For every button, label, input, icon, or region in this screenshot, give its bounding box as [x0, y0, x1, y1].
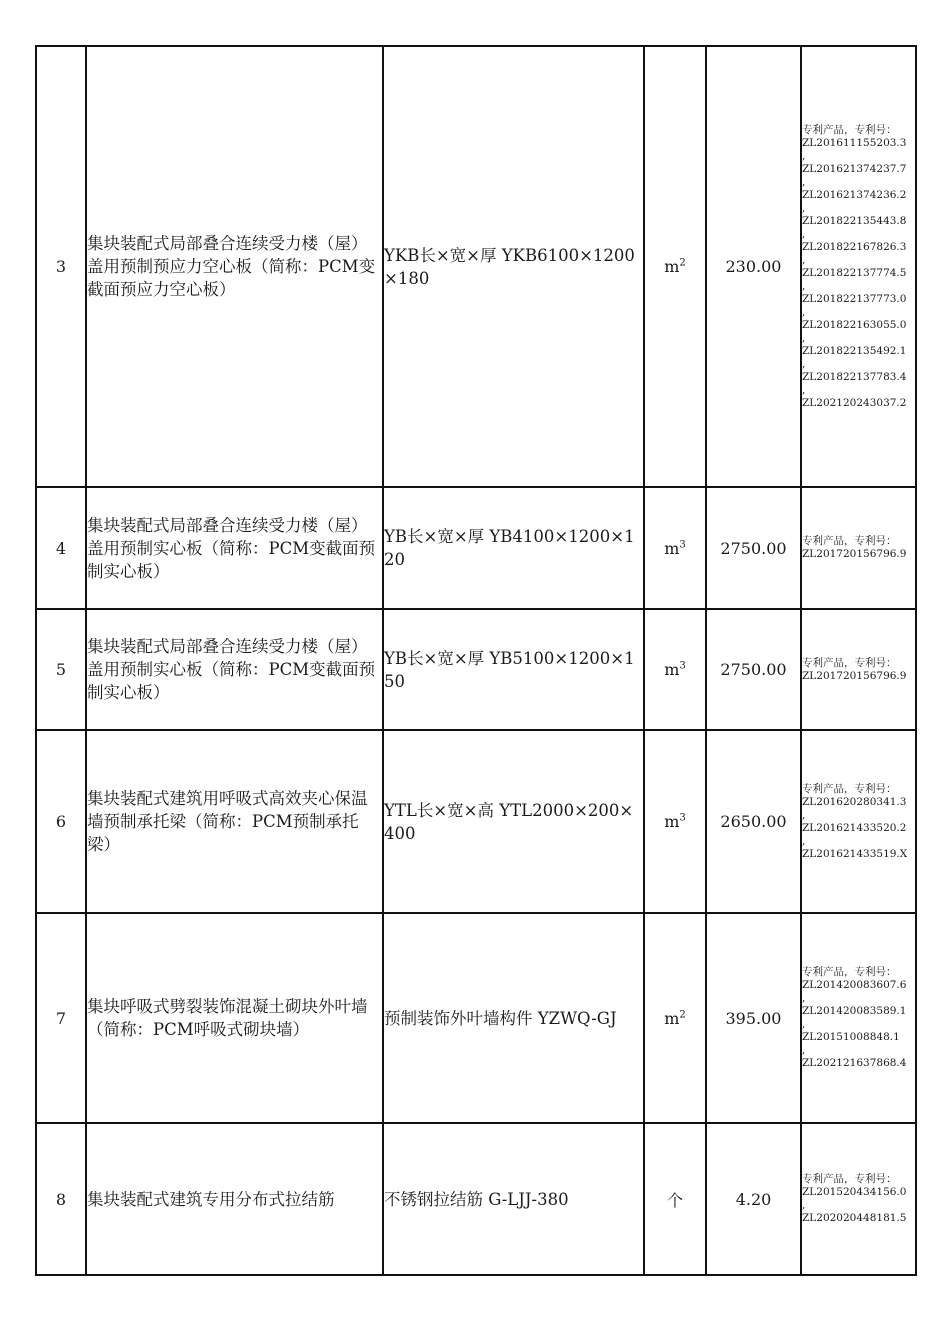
patent-note-line: 专利产品，专利号：: [802, 782, 897, 795]
patent-note-line: ,: [802, 201, 806, 214]
patent-note-line: ,: [802, 227, 806, 240]
price-table: [35, 45, 917, 1276]
unit-base: m: [664, 538, 680, 558]
patent-note-line: ZL201822135492.1: [802, 344, 907, 357]
patent-note-line: 专利产品，专利号：: [802, 1173, 897, 1185]
patent-note-line: ZL201720156796.9: [802, 669, 907, 682]
patent-note-line: ZL201620280341.3: [802, 795, 907, 808]
patent-note-line: ,: [802, 1044, 806, 1056]
unit-base: m: [664, 257, 680, 276]
unit-base: m: [664, 812, 680, 831]
patent-note: [801, 487, 916, 609]
unit-price: 2750.00: [706, 487, 801, 609]
unit-exponent: 3: [679, 812, 686, 824]
patent-note-line: 专利产品，专利号：: [802, 123, 897, 136]
table-row: [36, 487, 916, 609]
patent-note-line: ZL201822163055.0: [802, 318, 907, 331]
unit: [644, 609, 706, 730]
patent-note-line: 专利产品，专利号：: [802, 535, 897, 547]
unit: [644, 913, 706, 1123]
patent-note-line: ZL202120243037.2: [802, 396, 907, 409]
unit-base: m: [664, 1008, 680, 1028]
patent-note-line: ,: [802, 1018, 806, 1030]
product-spec: YB长×宽×厚 YB5100×1200×150: [383, 609, 644, 730]
row-number: 3: [36, 46, 86, 487]
patent-note: [801, 730, 916, 913]
patent-note: [801, 46, 916, 487]
row-number: 5: [36, 609, 86, 730]
patent-note-line: ZL201822135443.8: [802, 214, 907, 227]
product-spec: 预制装饰外叶墙构件 YZWQ-GJ: [383, 913, 644, 1123]
table-row: [36, 1123, 916, 1275]
patent-note-line: ,: [802, 149, 806, 162]
row-number: 8: [36, 1123, 86, 1275]
patent-note-line: 专利产品，专利号：: [802, 966, 897, 978]
product-spec: YKB长×宽×厚 YKB6100×1200×180: [383, 46, 644, 487]
unit: [644, 487, 706, 609]
patent-note-line: ZL201822167826.3: [802, 240, 907, 253]
unit: [644, 46, 706, 487]
patent-note-line: ,: [802, 992, 806, 1004]
table-row: [36, 609, 916, 730]
patent-note-line: ZL201822137773.0: [802, 292, 907, 305]
unit-exponent: 2: [679, 1009, 686, 1021]
patent-note-line: ZL202020448181.5: [802, 1212, 907, 1224]
unit-price: 4.20: [706, 1123, 801, 1275]
row-number: 7: [36, 913, 86, 1123]
patent-note: [801, 1123, 916, 1275]
row-number: 6: [36, 730, 86, 913]
unit-price: 2650.00: [706, 730, 801, 913]
product-name: 集块装配式建筑专用分布式拉结筋: [86, 1123, 383, 1275]
unit-price: 2750.00: [706, 609, 801, 730]
patent-note-line: ,: [802, 1199, 806, 1211]
patent-note-line: ,: [802, 175, 806, 188]
patent-note-line: ,: [802, 383, 806, 396]
patent-note-line: ZL201621433519.X: [802, 847, 908, 860]
patent-note-line: ,: [802, 305, 806, 318]
patent-note-line: 专利产品，专利号：: [802, 656, 897, 669]
patent-note-line: ,: [802, 253, 806, 266]
patent-note-line: ZL201621374237.7: [802, 162, 907, 175]
patent-note-line: ,: [802, 808, 806, 821]
patent-note-line: ,: [802, 834, 806, 847]
product-spec: YB长×宽×厚 YB4100×1200×120: [383, 487, 644, 609]
row-number: 4: [36, 487, 86, 609]
product-name: 集块装配式局部叠合连续受力楼（屋）盖用预制预应力空心板（简称：PCM变截面预应力空心板）: [86, 46, 383, 487]
patent-note-line: ZL201621374236.2: [802, 188, 907, 201]
unit: [644, 730, 706, 913]
product-name: 集块装配式局部叠合连续受力楼（屋）盖用预制实心板（简称：PCM变截面预制实心板）: [86, 609, 383, 730]
product-spec: 不锈钢拉结筋 G-LJJ-380: [383, 1123, 644, 1275]
patent-note-line: ZL201720156796.9: [802, 548, 907, 560]
patent-note-line: ZL201520434156.0: [802, 1186, 907, 1198]
table-row: [36, 46, 916, 487]
unit-price: 230.00: [706, 46, 801, 487]
unit-base: 个: [666, 1190, 683, 1210]
table-row: [36, 730, 916, 913]
unit-price: 395.00: [706, 913, 801, 1123]
product-spec: YTL长×宽×高 YTL2000×200×400: [383, 730, 644, 913]
patent-note-line: ZL201822137783.4: [802, 370, 907, 383]
patent-note: [801, 609, 916, 730]
product-name: 集块装配式局部叠合连续受力楼（屋）盖用预制实心板（简称：PCM变截面预制实心板）: [86, 487, 383, 609]
unit: [644, 1123, 706, 1275]
patent-note-line: ZL201420083607.6: [802, 979, 907, 991]
unit-exponent: 3: [679, 660, 686, 672]
product-name: 集块装配式建筑用呼吸式高效夹心保温墙预制承托梁（简称：PCM预制承托梁）: [86, 730, 383, 913]
unit-exponent: 3: [679, 539, 686, 551]
patent-note-line: ZL201611155203.3: [802, 136, 907, 149]
patent-note-line: ,: [802, 331, 806, 344]
patent-note: [801, 913, 916, 1123]
patent-note-line: ,: [802, 357, 806, 370]
table-body: [36, 46, 916, 1275]
table-row: [36, 913, 916, 1123]
patent-note-line: ZL20151008848.1: [802, 1031, 900, 1043]
unit-base: m: [664, 660, 680, 679]
patent-note-line: ZL202121637868.4: [802, 1057, 907, 1069]
patent-note-line: ,: [802, 279, 806, 292]
patent-note-line: ZL201420083589.1: [802, 1005, 907, 1017]
patent-note-line: ZL201621433520.2: [802, 821, 907, 834]
product-name: 集块呼吸式劈裂装饰混凝土砌块外叶墙（简称：PCM呼吸式砌块墙）: [86, 913, 383, 1123]
unit-exponent: 2: [679, 257, 686, 269]
patent-note-line: ZL201822137774.5: [802, 266, 907, 279]
